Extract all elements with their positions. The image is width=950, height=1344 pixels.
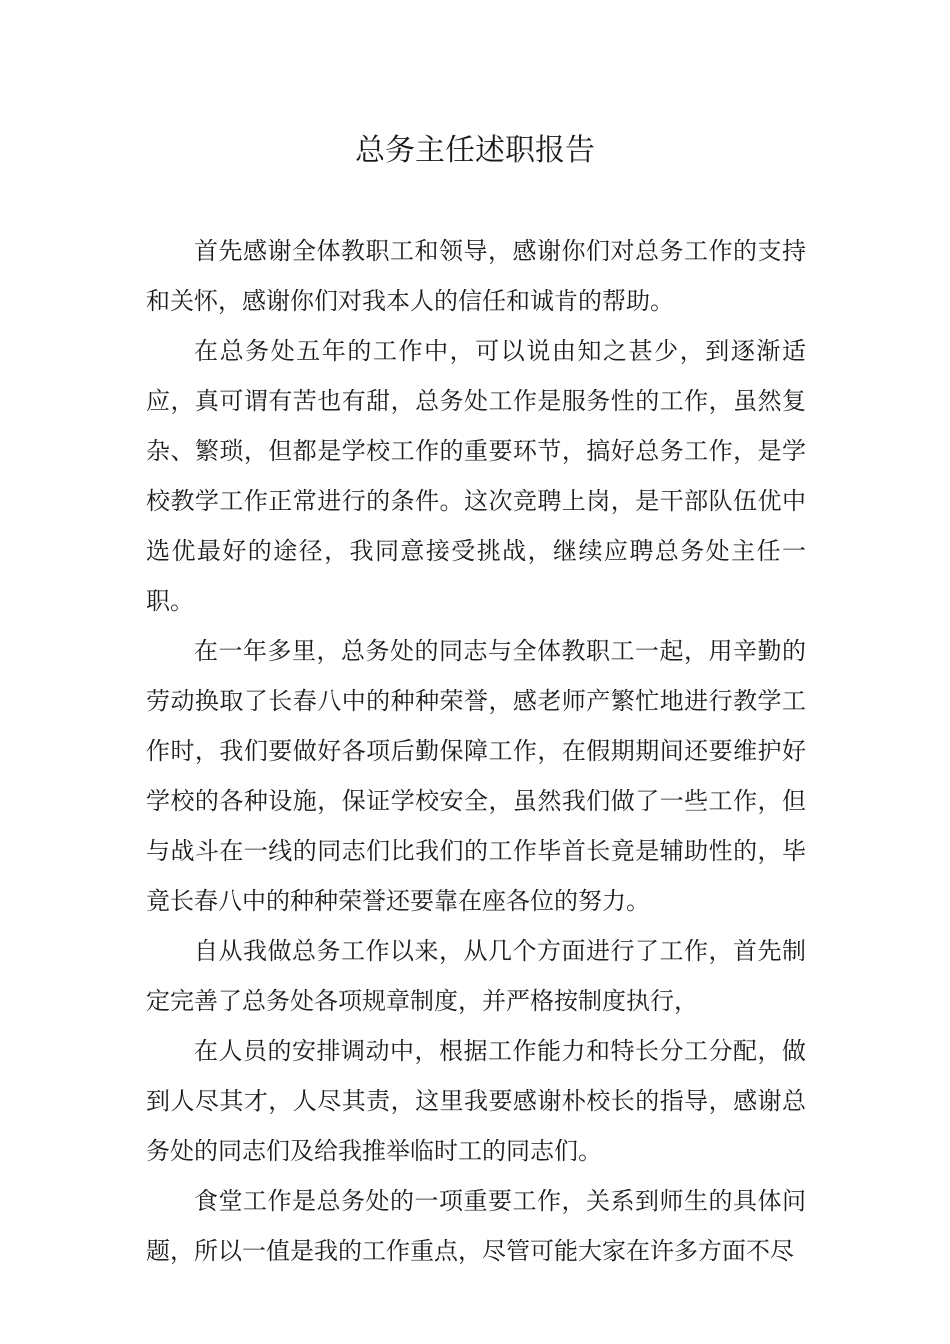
paragraph-4: 自从我做总务工作以来，从几个方面进行了工作，首先制定完善了总务处各项规章制度，并严格按制度执行，	[146, 937, 806, 1015]
paragraph-1: 首先感谢全体教职工和领导，感谢你们对总务工作的支持和关怀，感谢你们对我本人的信任和诚肯的帮助。	[146, 237, 806, 315]
paragraph-2: 在总务处五年的工作中，可以说由知之甚少，到逐渐适应，真可谓有苦也有甜，总务处工作是服务性的工作，虽然复杂、繁琐，但都是学校工作的重要环节，搞好总务工作，是学校教学工作正常进行的条件。这次竞聘上岗，是干部队伍优中选优最好的途径，我同意接受挑战，继续应聘总务处主任一职。	[146, 337, 806, 615]
document-title: 总务主任述职报告	[355, 133, 595, 168]
paragraph-3: 在一年多里，总务处的同志与全体教职工一起，用辛勤的劳动换取了长春八中的种种荣誉，感老师产繁忙地进行教学工作时，我们要做好各项后勤保障工作，在假期期间还要维护好学校的各种设施，保证学校安全，虽然我们做了一些工作，但与战斗在一线的同志们比我们的工作毕首长竟是辅助性的，毕竟长春八中的种种荣誉还要靠在座各位的努力。	[146, 637, 806, 915]
paragraph-5: 在人员的安排调动中，根据工作能力和特长分工分配，做到人尽其才，人尽其责，这里我要感谢朴校长的指导，感谢总务处的同志们及给我推举临时工的同志们。	[146, 1037, 806, 1165]
paragraph-6: 食堂工作是总务处的一项重要工作，关系到师生的具体问题，所以一值是我的工作重点，尽管可能大家在许多方面不尽	[146, 1187, 806, 1265]
document-body	[146, 226, 806, 1276]
